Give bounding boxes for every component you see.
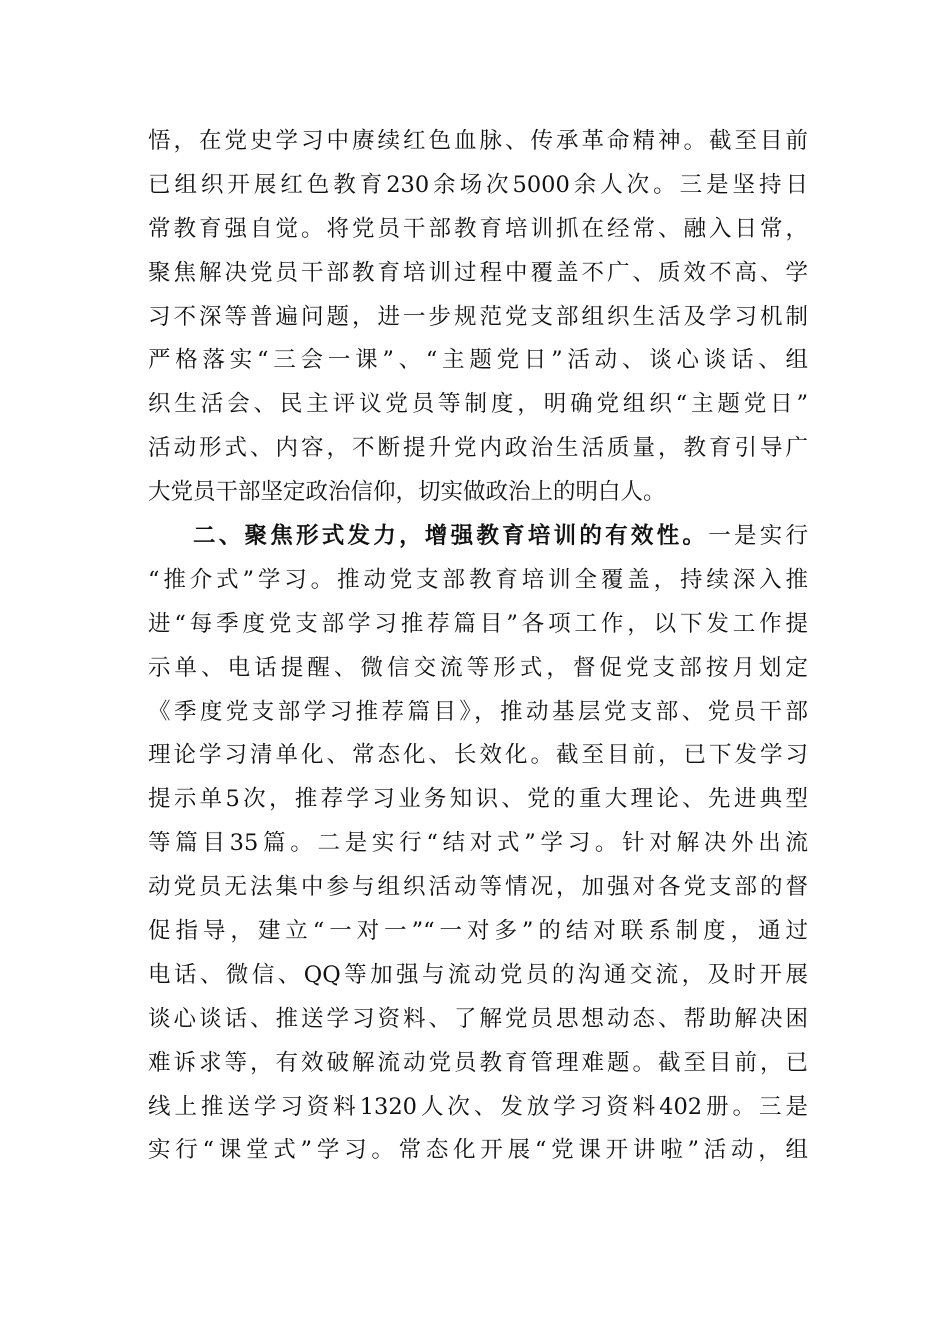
text-line: 促指导，建立“一对一”“一对多”的结对联系制度，通过 (148, 918, 808, 945)
text-line: 电话、微信、QQ等加强与流动党员的沟通交流，及时开展 (148, 961, 808, 988)
section-heading-rest: 一是实行 (708, 523, 808, 550)
section-heading-line (148, 515, 808, 559)
text-line: 悟，在党史学习中赓续红色血脉、传承革命精神。截至目前 (148, 128, 808, 154)
text-line: 实行“课堂式”学习。常态化开展“党课开讲啦”活动，组 (148, 1137, 808, 1164)
text-line: “推介式”学习。推动党支部教育培训全覆盖，持续深入推 (148, 566, 808, 593)
text-line: 《季度党支部学习推荐篇目》，推动基层党支部、党员干部 (148, 698, 808, 725)
text-line: 大党员干部坚定政治信仰，切实做政治上的明白人。 (148, 479, 666, 506)
text-line: 已组织开展红色教育230余场次5000余人次。三是坚持日 (148, 171, 808, 198)
text-line: 提示单5次，推荐学习业务知识、党的重大理论、先进典型 (148, 786, 808, 813)
text-line: 习不深等普遍问题，进一步规范党支部组织生活及学习机制 (148, 303, 808, 330)
text-line: 示单、电话提醒、微信交流等形式，督促党支部按月划定 (148, 654, 808, 681)
text-line: 线上推送学习资料1320人次、发放学习资料402册。三是 (148, 1093, 808, 1120)
body-text (148, 120, 808, 1173)
section-heading: 二、聚焦形式发力，增强教育培训的有效性。 (193, 523, 709, 550)
text-line: 聚焦解决党员干部教育培训过程中覆盖不广、质效不高、学 (148, 259, 808, 286)
text-line: 谈心谈话、推送学习资料、了解党员思想动态、帮助解决困 (148, 1005, 808, 1032)
text-line: 活动形式、内容，不断提升党内政治生活质量，教育引导广 (148, 435, 808, 462)
text-line: 常教育强自觉。将党员干部教育培训抓在经常、融入日常， (148, 215, 808, 242)
text-line: 严格落实“三会一课”、“主题党日”活动、谈心谈话、组 (148, 347, 808, 374)
text-line: 理论学习清单化、常态化、长效化。截至目前，已下发学习 (148, 742, 808, 769)
text-line: 难诉求等，有效破解流动党员教育管理难题。截至目前，已 (148, 1049, 808, 1076)
text-line: 动党员无法集中参与组织活动等情况，加强对各党支部的督 (148, 874, 808, 901)
text-line: 织生活会、民主评议党员等制度，明确党组织“主题党日” (148, 391, 808, 418)
text-line: 等篇目35篇。二是实行“结对式”学习。针对解决外出流 (148, 830, 808, 857)
text-line: 进“每季度党支部学习推荐篇目”各项工作，以下发工作提 (148, 610, 808, 637)
